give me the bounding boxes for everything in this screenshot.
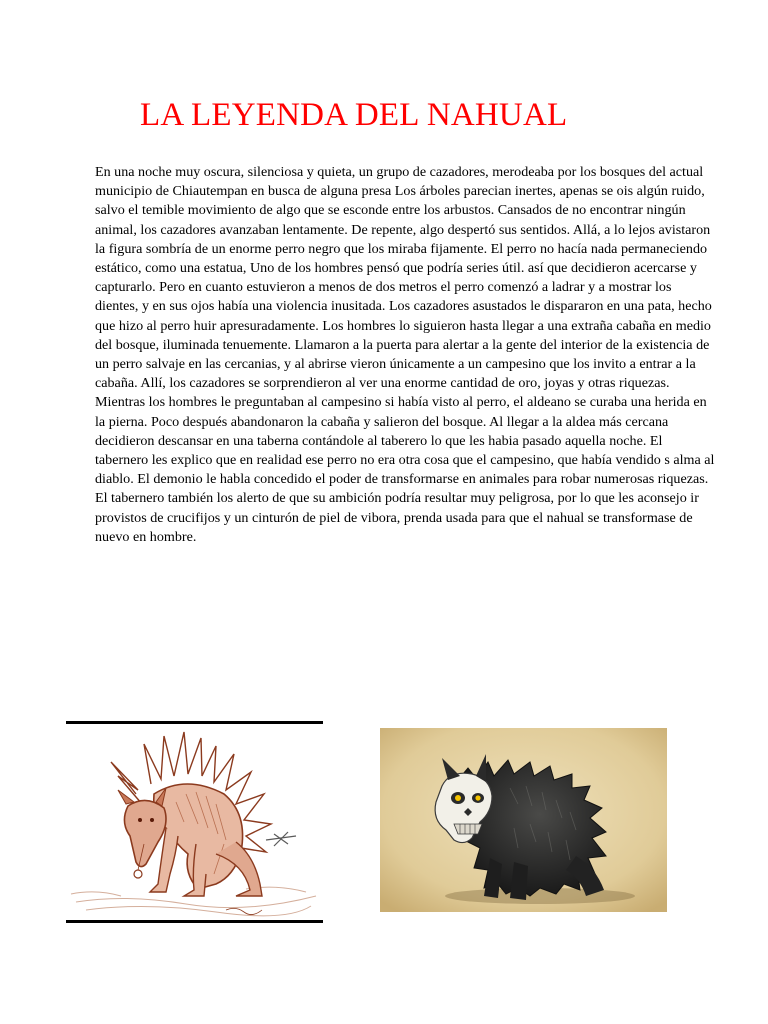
werewolf-sketch-drawing: [66, 724, 323, 920]
werewolf-sketch-image: [66, 721, 323, 923]
page-title: LA LEYENDA DEL NAHUAL: [140, 97, 568, 133]
skull-dog-image: [380, 728, 667, 912]
skull-dog-drawing: [380, 728, 667, 912]
image-bottom-border: [66, 920, 323, 923]
legend-paragraph: En una noche muy oscura, silenciosa y quieta, un grupo de cazadores, merodeaba por los bosques del actual municipio de Chiautempan en busca de alguna presa Los árboles parecian inertes, apenas se ois algún ruido, salvo el temible movimiento de algo que se esconde entre los arbustos. Cansados de no encontrar ningún animal, los cazadores avanzaban lentamente. De repente, algo despertó sus sentidos. Allá, a lo lejos avistaron la figura sombría de un enorme perro negro que los miraba fijamente. El perro no hacía nada permaneciendo estático, como una estatua, Uno de los hombres pensó que podría series útil. así que decidieron acercarse y capturarlo. Pero en cuanto estuvieron a menos de dos metros el perro comenzó a ladrar y a mostrar los dientes, y en sus ojos había una violencia inusitada. Los cazadores asustados le dispararon en una pata, hecho que hizo al perro huir apresuradamente. Los hombres lo siguieron hasta llegar a una extraña cabaña en medio del bosque, iluminada tenuemente. Llamaron a la puerta para alertar a la gente del interior de la existencia de un perro salvaje en las cercanias, y al abrirse vieron únicamente a un campesino que los invito a entrar a la cabaña. Allí, los cazadores se sorprendieron al ver una enorme cantidad de oro, joyas y otras riquezas. Mientras los hombres le preguntaban al campesino si había visto al perro, el aldeano se curaba una herida en la pierna. Poco después abandonaron la cabaña y salieron del bosque. Al llegar a la aldea más cercana decidieron descansar en una taberna contándole al taberero lo que les habia pasado aquella noche. El tabernero les explico que en realidad ese perro no era otra cosa que el campesino, que había vendido s alma al diablo. El demonio le habla concedido el poder de transformarse en animales para robar numerosas riquezas. El tabernero también los alerto de que su ambición podría resultar muy peligrosa, por lo que les aconsejo ir provistos de crucifijos y un cinturón de piel de vibora, prenda usada para que el nahual se transformase de nuevo en hombre.: [95, 164, 715, 545]
